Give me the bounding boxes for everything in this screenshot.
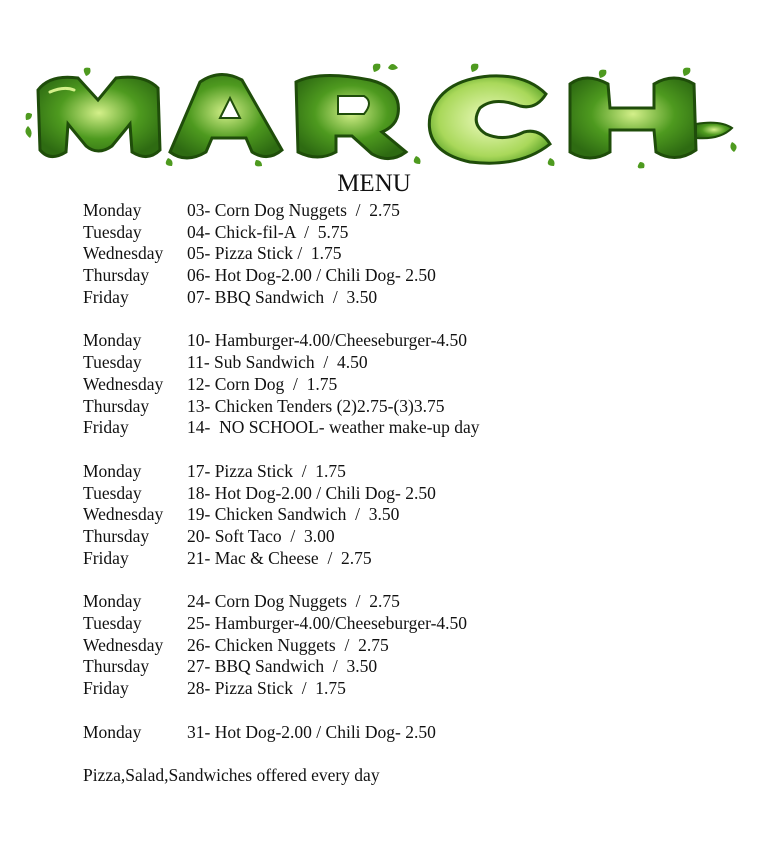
menu-item: 25- Hamburger-4.00/Cheeseburger-4.50 (187, 613, 468, 633)
menu-row (83, 287, 480, 309)
menu-day: Monday (83, 721, 142, 742)
menu-item: 07- BBQ Sandwich / 3.50 (187, 286, 378, 307)
menu-day: Wednesday (83, 634, 164, 655)
menu-row (83, 461, 480, 483)
menu-item: 26- Chicken Nuggets / 2.75 (187, 634, 389, 655)
menu-day: Wednesday (83, 373, 164, 394)
menu-day: Tuesday (83, 482, 142, 503)
menu-day: Thursday (83, 656, 150, 677)
menu-day: Friday (83, 678, 129, 699)
menu-item: 19- Chicken Sandwich / 3.50 (187, 504, 400, 525)
menu-row (83, 374, 480, 396)
banner-letter-r (296, 75, 406, 158)
menu-day: Monday (83, 200, 142, 220)
menu-item: 18- Hot Dog-2.00 / Chili Dog- 2.50 (187, 482, 436, 503)
menu-item: 06- Hot Dog-2.00 / Chili Dog- 2.50 (187, 265, 436, 286)
menu-list (83, 200, 480, 787)
menu-day: Monday (83, 330, 142, 351)
menu-title: MENU (337, 170, 411, 197)
menu-row (83, 352, 480, 374)
menu-item: 03- Corn Dog Nuggets / 2.75 (187, 200, 400, 220)
menu-row (83, 548, 480, 570)
menu-row (83, 417, 480, 439)
menu-week (83, 330, 480, 438)
menu-item: 05- Pizza Stick / 1.75 (187, 243, 342, 264)
menu-day: Friday (83, 547, 129, 568)
menu-day: Thursday (83, 525, 150, 546)
banner-letter-a (170, 74, 282, 158)
menu-day: Tuesday (83, 221, 142, 242)
menu-item: 10- Hamburger-4.00/Cheeseburger-4.50 (187, 330, 468, 351)
march-banner-art (20, 62, 748, 170)
banner-letter-m (38, 77, 160, 156)
menu-row (83, 243, 480, 265)
menu-row (83, 722, 480, 744)
menu-row (83, 200, 480, 222)
menu-day: Tuesday (83, 613, 142, 633)
menu-item: 21- Mac & Cheese / 2.75 (187, 547, 372, 568)
march-banner (20, 62, 748, 170)
menu-day: Tuesday (83, 352, 142, 373)
menu-item: 27- BBQ Sandwich / 3.50 (187, 656, 378, 677)
menu-item: 17- Pizza Stick / 1.75 (187, 460, 346, 481)
menu-item: 11- Sub Sandwich / 4.50 (187, 352, 368, 373)
menu-week (83, 461, 480, 569)
menu-row (83, 526, 480, 548)
menu-row (83, 504, 480, 526)
menu-row (83, 396, 480, 418)
footer-note: Pizza,Salad,Sandwiches offered every day (83, 765, 380, 786)
menu-row (83, 656, 480, 678)
menu-item: 24- Corn Dog Nuggets / 2.75 (187, 591, 400, 612)
banner-letter-c (429, 76, 550, 163)
menu-item: 20- Soft Taco / 3.00 (187, 525, 335, 546)
menu-item: 04- Chick-fil-A / 5.75 (187, 221, 349, 242)
menu-week (83, 591, 480, 699)
menu-row (83, 613, 480, 635)
menu-day: Wednesday (83, 243, 164, 264)
menu-item: 12- Corn Dog / 1.75 (187, 373, 338, 394)
menu-item: 28- Pizza Stick / 1.75 (187, 678, 346, 699)
menu-day: Wednesday (83, 504, 164, 525)
banner-letter-h (570, 78, 732, 158)
menu-item: 14- NO SCHOOL- weather make-up day (187, 417, 480, 438)
menu-week (83, 722, 480, 744)
menu-day: Thursday (83, 395, 150, 416)
menu-item: 31- Hot Dog-2.00 / Chili Dog- 2.50 (187, 721, 436, 742)
menu-day: Friday (83, 417, 129, 438)
menu-day: Thursday (83, 265, 150, 286)
menu-row (83, 591, 480, 613)
menu-week (83, 200, 480, 308)
menu-day: Friday (83, 286, 129, 307)
menu-row (83, 678, 480, 700)
menu-item: 13- Chicken Tenders (2)2.75-(3)3.75 (187, 395, 445, 416)
menu-row (83, 330, 480, 352)
menu-day: Monday (83, 591, 142, 612)
menu-day: Monday (83, 460, 142, 481)
menu-row (83, 483, 480, 505)
menu-row (83, 222, 480, 244)
menu-row (83, 265, 480, 287)
menu-row (83, 635, 480, 657)
